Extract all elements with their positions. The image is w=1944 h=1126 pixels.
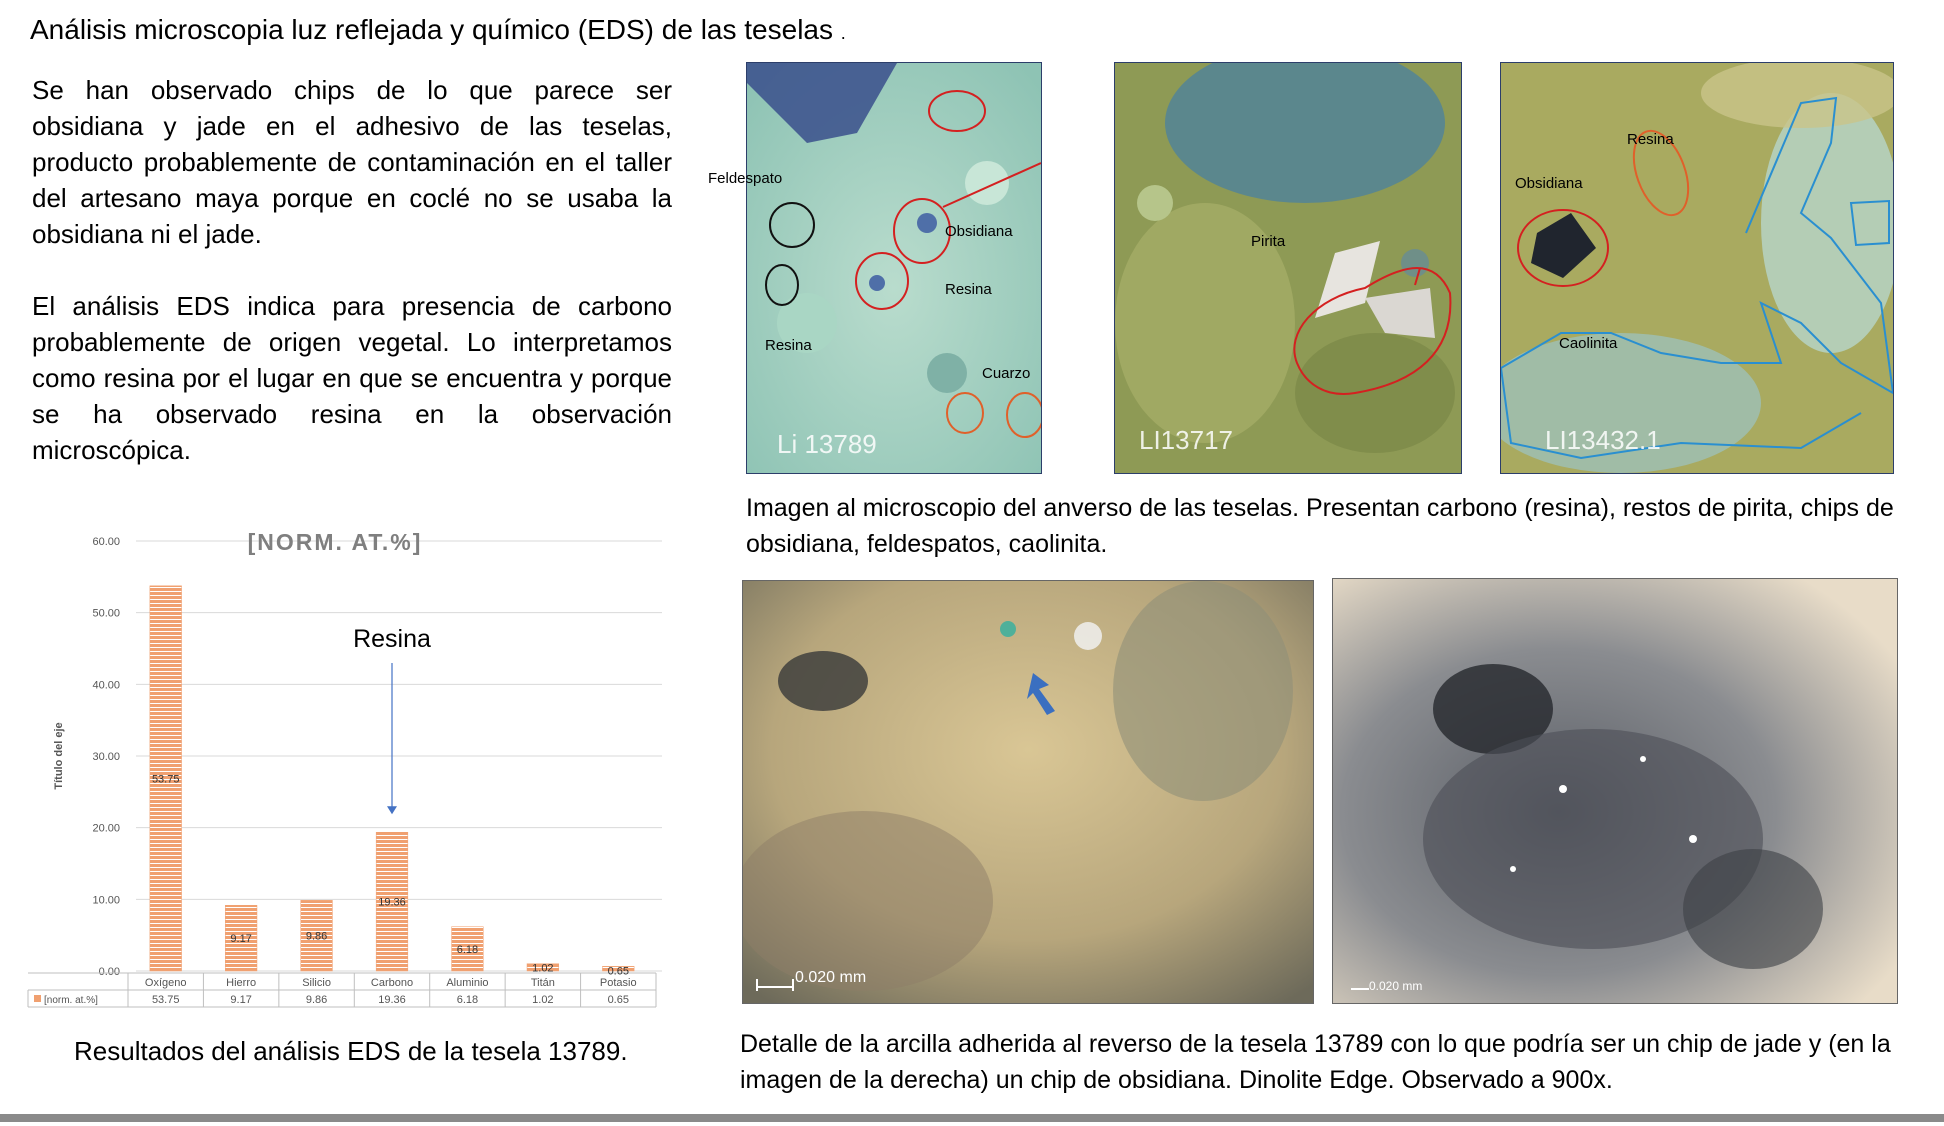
photo-right-image	[1333, 579, 1897, 1003]
x-tick-label: Titán	[530, 977, 555, 989]
table-value: 0.65	[607, 994, 629, 1006]
annotation-resina: Resina	[353, 625, 431, 653]
table-value: 9.86	[305, 994, 328, 1006]
intro-text	[32, 72, 672, 504]
data-label: 9.17	[230, 933, 252, 946]
caption-micrographs: Imagen al microscopio del anverso de las teselas. Presentan carbono (resina), restos de pirita, chips de obsidiana, feldespatos, caolinita.	[746, 494, 1894, 558]
x-tick-label: Potasio	[599, 977, 637, 989]
page-title	[30, 14, 846, 46]
label-resina-1b: Resina	[765, 337, 812, 354]
table-value: 1.02	[532, 994, 554, 1006]
page-title-text: Análisis microscopia luz reflejada y químico (EDS) de las teselas	[30, 14, 833, 45]
micrograph-1-image	[747, 63, 1041, 473]
label-pirita: Pirita	[1251, 233, 1286, 250]
y-axis-label: Título del eje	[53, 722, 65, 790]
caption-photos: Detalle de la arcilla adherida al reverso de la tesela 13789 con lo que podría ser un chip de jade y (en la imagen de la derecha) un chip de obsidiana. Dinolite Edge. Observado a 900x.	[740, 1030, 1891, 1094]
table-value: 19.36	[378, 994, 406, 1006]
y-tick-label: 10.00	[92, 894, 120, 907]
x-tick-label: Aluminio	[446, 977, 489, 989]
label-obsidiana-1: Obsidiana	[945, 223, 1013, 240]
caption-chart: Resultados del análisis EDS de la tesela 13789.	[74, 1036, 628, 1066]
photo-obsidian-chip	[1332, 578, 1898, 1004]
data-label: 53.75	[151, 773, 180, 786]
photo-left-image	[743, 581, 1313, 1003]
chart-title: [NORM. AT.%]	[247, 529, 423, 555]
micrograph-3-image	[1501, 63, 1893, 473]
x-tick-label: Carbono	[370, 977, 414, 989]
bottom-divider	[0, 1114, 1944, 1122]
y-tick-label: 60.00	[92, 536, 120, 548]
y-tick-label: 40.00	[92, 679, 120, 692]
label-cuarzo-1: Cuarzo	[982, 365, 1031, 382]
label-resina-1a: Resina	[945, 281, 992, 298]
micrograph-li13717	[1114, 62, 1462, 474]
micrograph-2-id: LI13717	[1139, 425, 1233, 455]
table-value: 9.17	[230, 994, 252, 1006]
x-tick-label: Silicio	[302, 977, 331, 989]
label-caolinita: Caolinita	[1559, 335, 1618, 352]
y-tick-label: 20.00	[92, 822, 120, 835]
x-tick-label: Hierro	[226, 977, 257, 989]
photo-right-scale: 0.020 mm	[1369, 979, 1423, 993]
intro-paragraph-1: Se han observado chips de lo que parece ser obsidiana y jade en el adhesivo de las teselas, producto probablemente de contaminación en el taller del artesano maya porque en coclé no se usaba la obsidiana ni el jade.	[32, 75, 672, 249]
label-resina-3: Resina	[1627, 131, 1674, 148]
y-tick-label: 30.00	[92, 751, 120, 763]
photo-left-scale: 0.020 mm	[795, 969, 867, 986]
y-tick-label: 0.00	[98, 966, 120, 978]
title-dot: .	[840, 23, 846, 43]
y-tick-label: 50.00	[92, 607, 120, 620]
annotation-arrow-head	[387, 806, 397, 814]
photo-jade-chip	[742, 580, 1314, 1004]
data-label: 9.86	[305, 930, 328, 943]
micrograph-1-id: Li 13789	[777, 429, 877, 459]
micrograph-2-image	[1115, 63, 1461, 473]
legend-label: [norm. at.%]	[44, 995, 98, 1006]
legend-swatch	[34, 995, 41, 1002]
table-value: 6.18	[456, 994, 479, 1006]
data-label: 1.02	[532, 962, 554, 975]
data-label: 6.18	[456, 943, 479, 956]
data-label: 19.36	[378, 896, 406, 909]
eds-chart-svg	[20, 520, 670, 1020]
micrograph-li13432	[1500, 62, 1894, 474]
x-tick-label: Oxígeno	[144, 977, 187, 989]
micrograph-li13789	[746, 62, 1042, 474]
label-feldespato-1: Feldespato	[708, 170, 783, 187]
table-value: 53.75	[151, 994, 180, 1006]
micrograph-3-id: LI13432.1	[1545, 425, 1661, 455]
eds-chart	[20, 520, 670, 1020]
label-obsidiana-3: Obsidiana	[1515, 175, 1583, 192]
intro-paragraph-2: El análisis EDS indica para presencia de carbono probablemente de origen vegetal. Lo interpretamos como resina por el lugar en que se encuentra y porque se ha observado resina en la observación microscópica.	[32, 291, 672, 465]
data-label: 0.65	[607, 965, 629, 978]
